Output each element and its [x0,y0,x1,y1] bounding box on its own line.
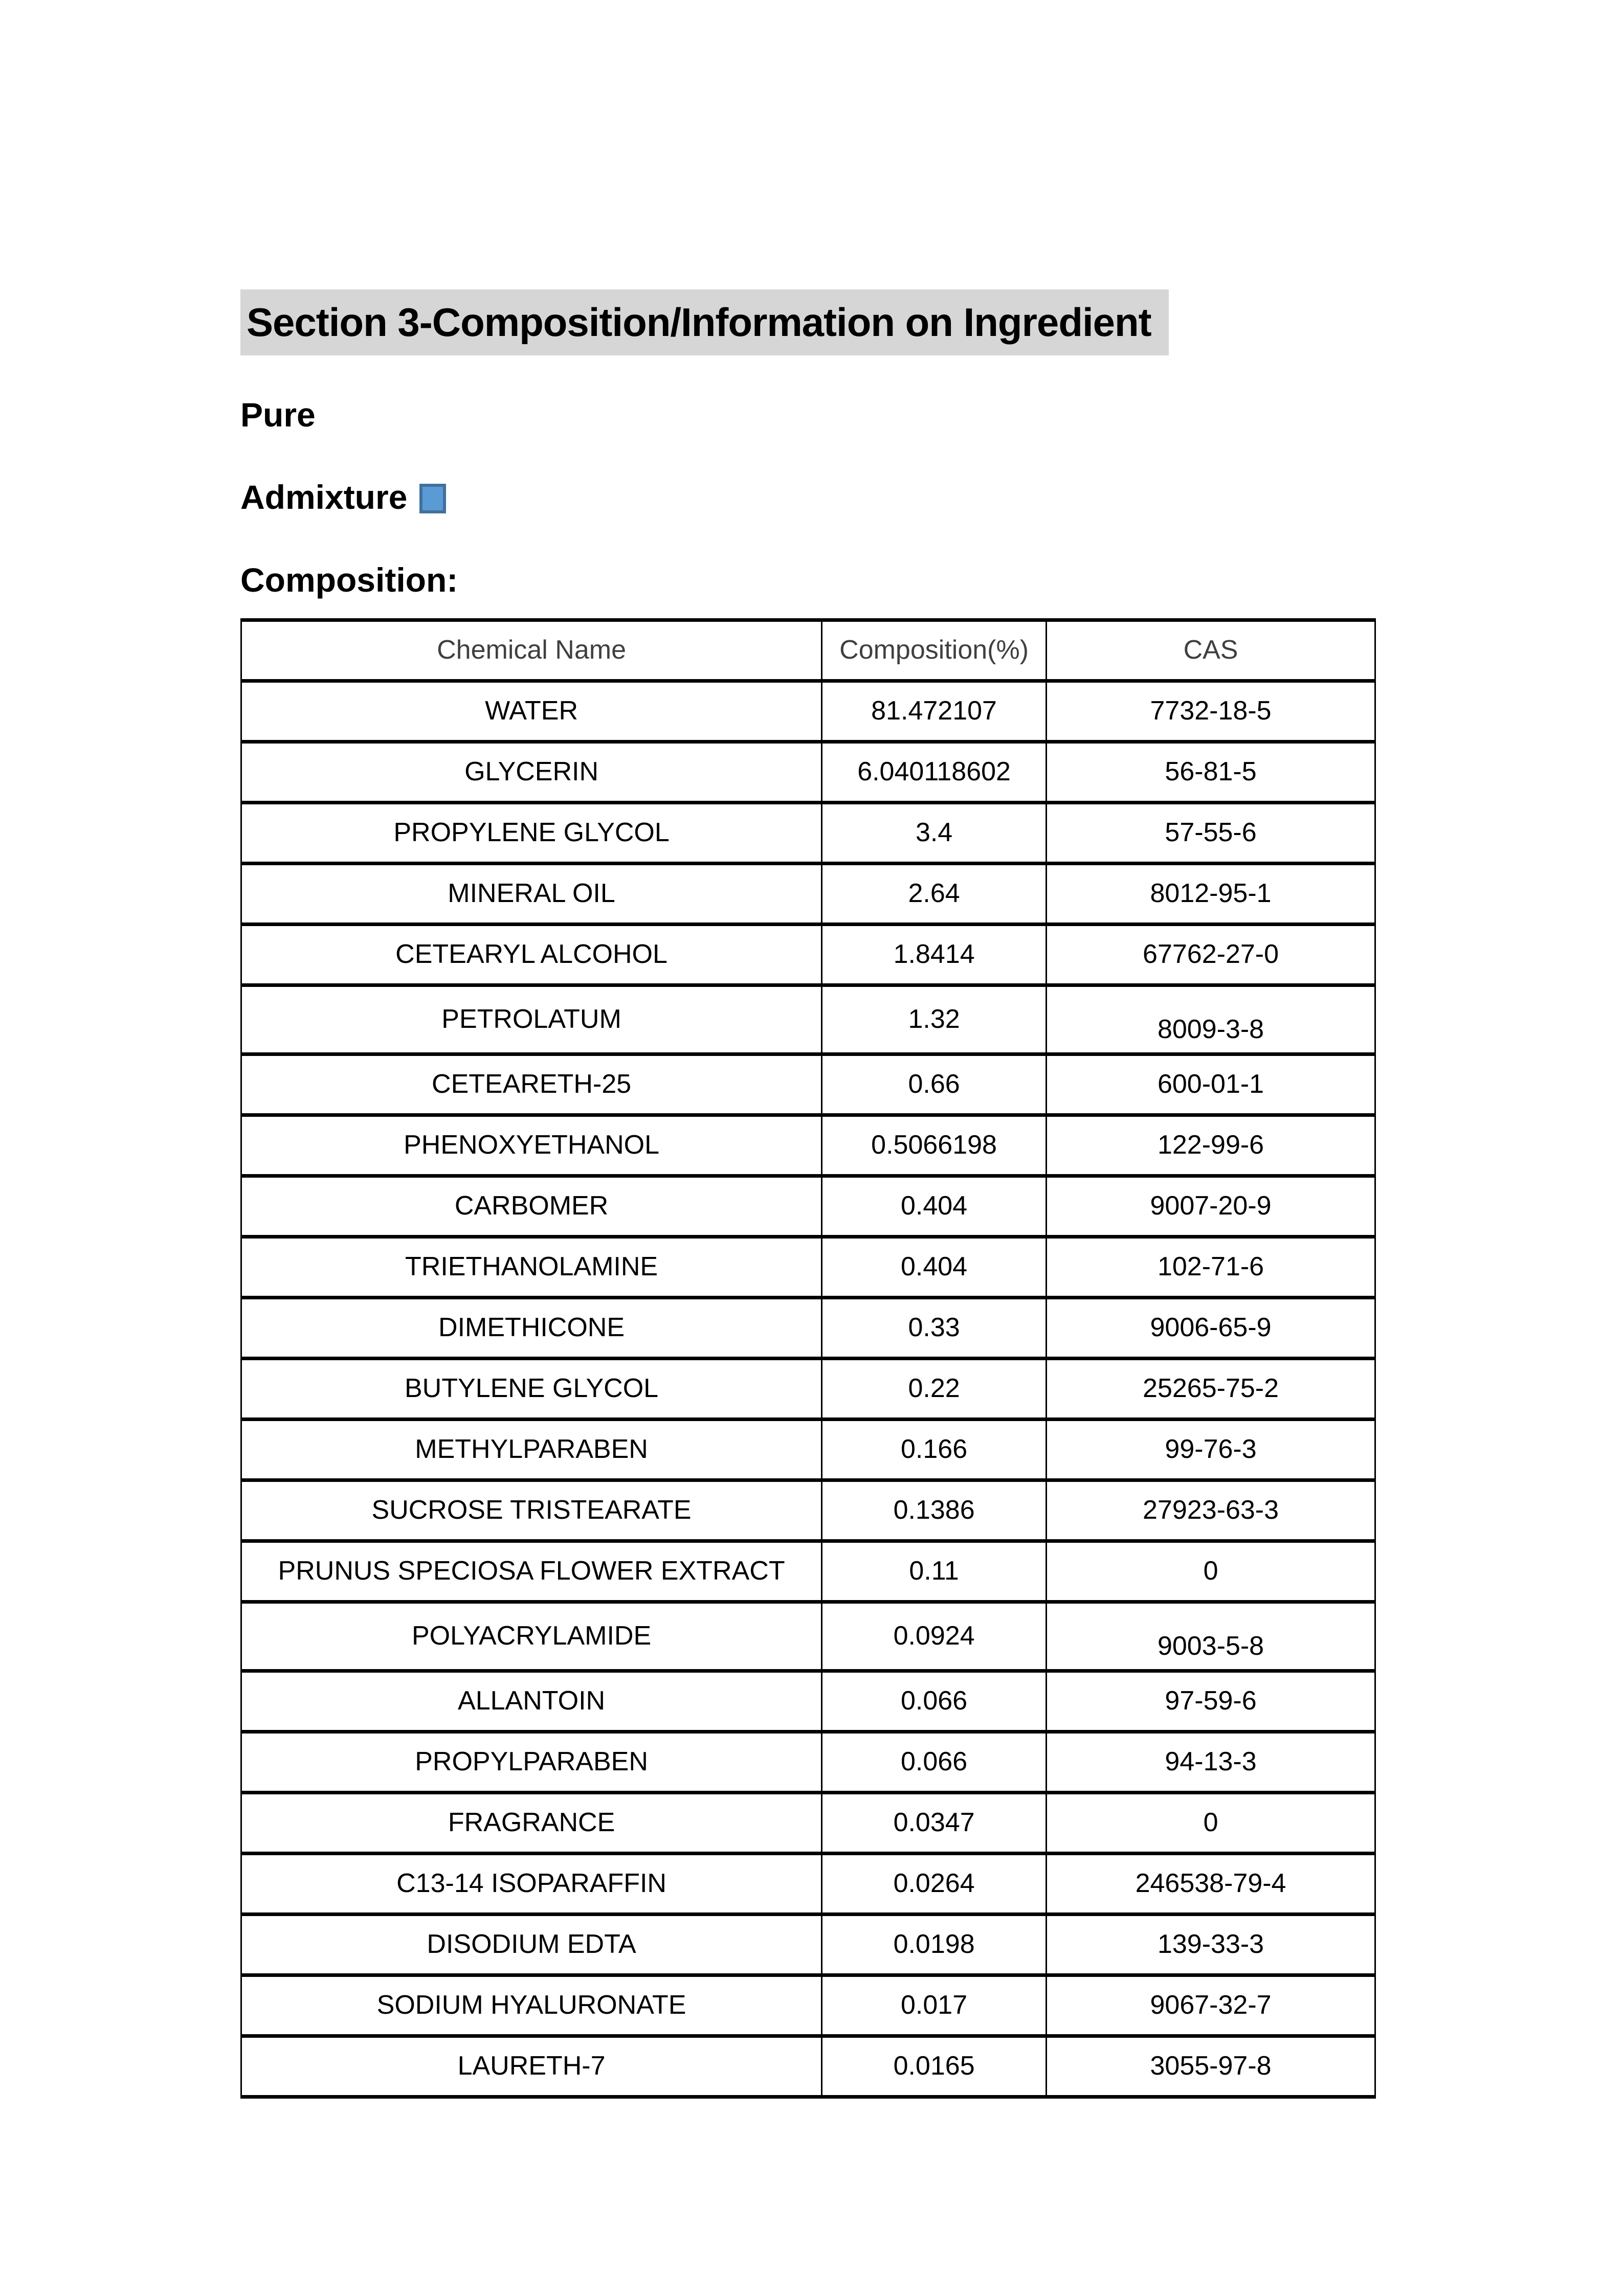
composition-cell: 1.32 [822,985,1047,1054]
section-title: Section 3-Composition/Information on Ingredient [240,289,1169,355]
cas-cell: 57-55-6 [1047,803,1375,864]
chemical-name-cell: MINERAL OIL [241,864,822,925]
chemical-name-cell: BUTYLENE GLYCOL [241,1359,822,1420]
table-header-row [241,620,1375,681]
table-row [241,925,1375,985]
composition-cell: 0.1386 [822,1480,1047,1541]
cas-cell: 9006-65-9 [1047,1298,1375,1359]
table-row [241,1480,1375,1541]
composition-cell: 0.404 [822,1237,1047,1298]
cas-cell: 94-13-3 [1047,1732,1375,1793]
composition-cell: 0.0924 [822,1602,1047,1671]
table-row [241,1359,1375,1420]
composition-cell: 0.404 [822,1176,1047,1237]
cas-cell: 246538-79-4 [1047,1854,1375,1915]
composition-cell: 0.0198 [822,1915,1047,1975]
chemical-name-cell: CETEARETH-25 [241,1054,822,1115]
cas-cell: 0 [1047,1793,1375,1854]
cas-cell: 9067-32-7 [1047,1975,1375,2036]
chemical-name-cell: FRAGRANCE [241,1793,822,1854]
cas-cell: 99-76-3 [1047,1420,1375,1480]
composition-cell: 2.64 [822,864,1047,925]
cas-cell: 8009-3-8 [1047,985,1375,1054]
table-body [241,681,1375,2097]
cas-cell: 8012-95-1 [1047,864,1375,925]
admixture-row [240,480,1396,514]
composition-cell: 0.066 [822,1671,1047,1732]
table-row [241,1732,1375,1793]
header-chemical-name: Chemical Name [241,620,822,681]
chemical-name-cell: PROPYLENE GLYCOL [241,803,822,864]
composition-cell: 81.472107 [822,681,1047,742]
cas-cell: 0 [1047,1541,1375,1602]
table-row [241,864,1375,925]
cas-cell: 600-01-1 [1047,1054,1375,1115]
composition-cell: 0.0347 [822,1793,1047,1854]
table-row [241,1054,1375,1115]
composition-cell: 0.166 [822,1420,1047,1480]
cas-cell: 102-71-6 [1047,1237,1375,1298]
composition-cell: 0.0165 [822,2036,1047,2097]
table-row [241,1915,1375,1975]
table-row [241,1793,1375,1854]
chemical-name-cell: WATER [241,681,822,742]
table-row [241,1541,1375,1602]
chemical-name-cell: TRIETHANOLAMINE [241,1237,822,1298]
composition-cell: 0.33 [822,1298,1047,1359]
header-cas: CAS [1047,620,1375,681]
cas-cell: 56-81-5 [1047,742,1375,803]
admixture-label: Admixture [240,478,408,516]
table-row [241,1115,1375,1176]
chemical-name-cell: PRUNUS SPECIOSA FLOWER EXTRACT [241,1541,822,1602]
chemical-name-cell: LAURETH-7 [241,2036,822,2097]
composition-cell: 0.066 [822,1732,1047,1793]
table-row [241,985,1375,1054]
table-row [241,1671,1375,1732]
chemical-name-cell: SUCROSE TRISTEARATE [241,1480,822,1541]
composition-cell: 0.5066198 [822,1115,1047,1176]
cas-cell: 122-99-6 [1047,1115,1375,1176]
chemical-name-cell: ALLANTOIN [241,1671,822,1732]
chemical-name-cell: CETEARYL ALCOHOL [241,925,822,985]
table-row [241,742,1375,803]
composition-cell: 0.0264 [822,1854,1047,1915]
table-row [241,1298,1375,1359]
composition-cell: 6.040118602 [822,742,1047,803]
composition-cell: 3.4 [822,803,1047,864]
page-content [240,0,1396,2099]
chemical-name-cell: CARBOMER [241,1176,822,1237]
cas-cell: 27923-63-3 [1047,1480,1375,1541]
table-row [241,681,1375,742]
cas-cell: 9007-20-9 [1047,1176,1375,1237]
table-row [241,1602,1375,1671]
chemical-name-cell: PROPYLPARABEN [241,1732,822,1793]
chemical-name-cell: PETROLATUM [241,985,822,1054]
composition-table [240,618,1376,2099]
chemical-name-cell: GLYCERIN [241,742,822,803]
chemical-name-cell: POLYACRYLAMIDE [241,1602,822,1671]
table-row [241,2036,1375,2097]
cas-cell: 7732-18-5 [1047,681,1375,742]
table-row [241,1854,1375,1915]
cas-cell: 139-33-3 [1047,1915,1375,1975]
chemical-name-cell: C13-14 ISOPARAFFIN [241,1854,822,1915]
composition-cell: 0.22 [822,1359,1047,1420]
chemical-name-cell: SODIUM HYALURONATE [241,1975,822,2036]
composition-cell: 0.017 [822,1975,1047,2036]
section-title-wrap [240,289,1396,355]
cas-cell: 67762-27-0 [1047,925,1375,985]
composition-label: Composition: [240,561,458,599]
chemical-name-cell: DIMETHICONE [241,1298,822,1359]
composition-cell: 1.8414 [822,925,1047,985]
pure-label: Pure [240,396,316,434]
chemical-name-cell: METHYLPARABEN [241,1420,822,1480]
admixture-checkbox[interactable] [419,484,446,513]
chemical-name-cell: PHENOXYETHANOL [241,1115,822,1176]
table-row [241,1237,1375,1298]
table-row [241,1420,1375,1480]
chemical-name-cell: DISODIUM EDTA [241,1915,822,1975]
header-composition-percent: Composition(%) [822,620,1047,681]
cas-cell: 9003-5-8 [1047,1602,1375,1671]
composition-cell: 0.66 [822,1054,1047,1115]
table-row [241,1975,1375,2036]
table-row [241,803,1375,864]
table-row [241,1176,1375,1237]
composition-cell: 0.11 [822,1541,1047,1602]
cas-cell: 3055-97-8 [1047,2036,1375,2097]
cas-cell: 97-59-6 [1047,1671,1375,1732]
cas-cell: 25265-75-2 [1047,1359,1375,1420]
